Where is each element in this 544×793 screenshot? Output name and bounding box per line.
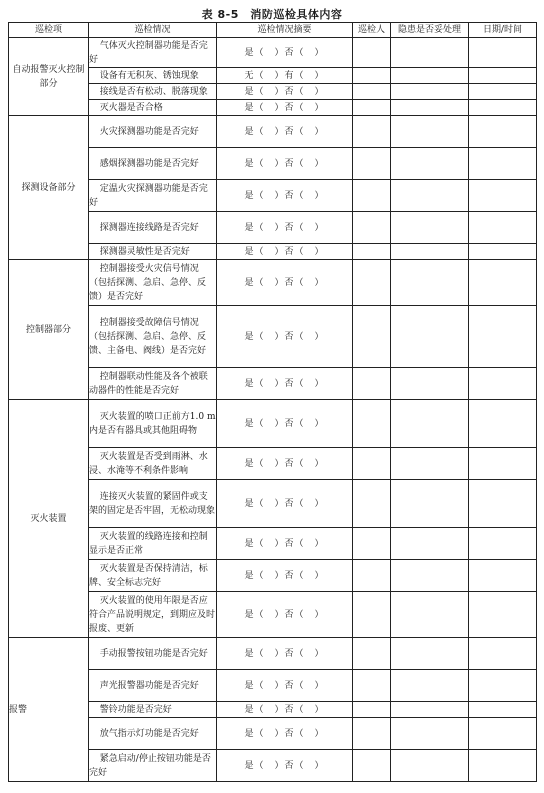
hazard-cell[interactable] [391, 116, 469, 148]
datetime-cell[interactable] [469, 68, 537, 84]
hazard-cell[interactable] [391, 718, 469, 750]
inspector-cell[interactable] [353, 244, 391, 260]
item-text: 灭火器是否合格 [99, 102, 163, 113]
table-row [9, 212, 537, 244]
datetime-cell[interactable] [469, 260, 537, 306]
item-text: 灭火装置的使用年限是否应符合产品说明规定，到期应及时报废、更新 [89, 595, 216, 634]
hazard-cell[interactable] [391, 480, 469, 528]
item-cell [89, 592, 217, 638]
hazard-cell[interactable] [391, 368, 469, 400]
summary-cell: 是（ ）否（ ） [217, 480, 353, 528]
table-row [9, 38, 537, 68]
item-text: 灭火装置的线路连接和控制显示是否正常 [89, 531, 208, 556]
item-cell [89, 260, 217, 306]
category-alarm: 报警 [9, 638, 89, 782]
datetime-cell[interactable] [469, 560, 537, 592]
summary-cell: 是（ ）否（ ） [217, 702, 353, 718]
datetime-cell[interactable] [469, 38, 537, 68]
item-cell [89, 68, 217, 84]
item-text: 紧急启动/停止按钮功能是否完好 [89, 753, 211, 778]
item-text: 探测器灵敏性是否完好 [99, 246, 190, 257]
datetime-cell[interactable] [469, 368, 537, 400]
table-row [9, 702, 537, 718]
inspector-cell[interactable] [353, 750, 391, 782]
inspector-cell[interactable] [353, 212, 391, 244]
item-text: 设备有无积灰、锈蚀现象 [99, 70, 199, 81]
category-controller: 控制器部分 [9, 260, 89, 400]
hazard-cell[interactable] [391, 68, 469, 84]
header-hazard-handled: 隐患是否妥处理 [391, 23, 469, 38]
table-row [9, 400, 537, 448]
inspector-cell[interactable] [353, 148, 391, 180]
item-cell [89, 100, 217, 116]
item-text: 灭火装置的喷口正前方1.0 m内是否有器具或其他阻碍物 [89, 411, 216, 436]
header-inspector: 巡检人 [353, 23, 391, 38]
datetime-cell[interactable] [469, 212, 537, 244]
summary-cell: 是（ ）否（ ） [217, 260, 353, 306]
item-text: 连接灭火装置的紧固件或支架的固定是否牢固，无松动现象 [89, 491, 216, 516]
inspector-cell[interactable] [353, 702, 391, 718]
table-row [9, 116, 537, 148]
datetime-cell[interactable] [469, 480, 537, 528]
hazard-cell[interactable] [391, 638, 469, 670]
datetime-cell[interactable] [469, 702, 537, 718]
hazard-cell[interactable] [391, 702, 469, 718]
inspector-cell[interactable] [353, 400, 391, 448]
table-row [9, 100, 537, 116]
table-row [9, 670, 537, 702]
datetime-cell[interactable] [469, 148, 537, 180]
item-text: 放气指示灯功能是否完好 [99, 728, 199, 739]
item-cell [89, 84, 217, 100]
inspector-cell[interactable] [353, 180, 391, 212]
summary-cell: 是（ ）否（ ） [217, 148, 353, 180]
inspector-cell[interactable] [353, 638, 391, 670]
datetime-cell[interactable] [469, 244, 537, 260]
table-row [9, 480, 537, 528]
item-text: 控制器联动性能及各个被联动器件的性能是否完好 [89, 371, 208, 396]
item-text: 控制器接受火灾信号情况（包括探测、急启、急停、反馈）是否完好 [89, 263, 207, 302]
header-row [9, 23, 537, 38]
inspector-cell[interactable] [353, 592, 391, 638]
item-cell [89, 670, 217, 702]
inspector-cell[interactable] [353, 368, 391, 400]
summary-cell: 是（ ）否（ ） [217, 400, 353, 448]
table-row [9, 368, 537, 400]
inspector-cell[interactable] [353, 480, 391, 528]
header-category: 巡检项 [9, 23, 89, 38]
datetime-cell[interactable] [469, 100, 537, 116]
summary-cell: 是（ ）否（ ） [217, 100, 353, 116]
header-summary: 巡检情况摘要 [217, 23, 353, 38]
table-row [9, 528, 537, 560]
inspector-cell[interactable] [353, 260, 391, 306]
item-text: 探测器连接线路是否完好 [99, 222, 199, 233]
inspector-cell[interactable] [353, 718, 391, 750]
item-text: 气体灭火控制器功能是否完好 [89, 40, 208, 65]
table-row [9, 560, 537, 592]
summary-cell: 是（ ）否（ ） [217, 448, 353, 480]
summary-cell: 是（ ）否（ ） [217, 368, 353, 400]
summary-cell: 是（ ）否（ ） [217, 244, 353, 260]
datetime-cell[interactable] [469, 670, 537, 702]
hazard-cell[interactable] [391, 306, 469, 368]
summary-cell: 是（ ）否（ ） [217, 180, 353, 212]
summary-cell: 是（ ）否（ ） [217, 528, 353, 560]
inspection-table [8, 22, 537, 782]
item-cell [89, 244, 217, 260]
summary-cell: 是（ ）否（ ） [217, 38, 353, 68]
datetime-cell[interactable] [469, 638, 537, 670]
table-row [9, 260, 537, 306]
table-row [9, 306, 537, 368]
hazard-cell[interactable] [391, 148, 469, 180]
inspector-cell[interactable] [353, 84, 391, 100]
item-cell [89, 750, 217, 782]
hazard-cell[interactable] [391, 528, 469, 560]
category-auto-alarm: 自动报警灭火控制部分 [9, 38, 89, 116]
hazard-cell[interactable] [391, 244, 469, 260]
item-text: 警铃功能是否完好 [99, 704, 172, 715]
inspector-cell[interactable] [353, 528, 391, 560]
inspector-cell[interactable] [353, 670, 391, 702]
summary-cell: 是（ ）否（ ） [217, 306, 353, 368]
header-datetime: 日期/时间 [469, 23, 537, 38]
hazard-cell[interactable] [391, 592, 469, 638]
table-title: 表 8-5 消防巡检具体内容 [201, 8, 343, 21]
table-row [9, 148, 537, 180]
summary-cell: 是（ ）否（ ） [217, 592, 353, 638]
item-text: 感烟探测器功能是否完好 [99, 158, 199, 169]
item-text: 灭火装置是否受到雨淋、水浸、水淹等不利条件影响 [89, 451, 208, 476]
item-text: 火灾探测器功能是否完好 [99, 126, 199, 137]
item-text: 接线是否有松动、脱落现象 [99, 86, 208, 97]
summary-cell: 是（ ）否（ ） [217, 670, 353, 702]
summary-cell: 是（ ）否（ ） [217, 638, 353, 670]
hazard-cell[interactable] [391, 84, 469, 100]
hazard-cell[interactable] [391, 38, 469, 68]
item-cell [89, 306, 217, 368]
hazard-cell[interactable] [391, 448, 469, 480]
item-cell [89, 180, 217, 212]
datetime-cell[interactable] [469, 528, 537, 560]
inspector-cell[interactable] [353, 38, 391, 68]
item-cell [89, 528, 217, 560]
item-text: 控制器接受故障信号情况（包括探测、急启、急停、反馈、主备电、阀线）是否完好 [89, 317, 207, 356]
datetime-cell[interactable] [469, 400, 537, 448]
table-row [9, 750, 537, 782]
inspector-cell[interactable] [353, 560, 391, 592]
datetime-cell[interactable] [469, 180, 537, 212]
table-row [9, 68, 537, 84]
item-text: 手动报警按钮功能是否完好 [99, 648, 208, 659]
category-extinguishing-device: 灭火装置 [9, 400, 89, 638]
summary-cell: 是（ ）否（ ） [217, 84, 353, 100]
item-text: 定温火灾探测器功能是否完好 [89, 183, 208, 208]
summary-cell: 是（ ）否（ ） [217, 560, 353, 592]
inspector-cell[interactable] [353, 68, 391, 84]
item-cell [89, 148, 217, 180]
hazard-cell[interactable] [391, 180, 469, 212]
table-row [9, 180, 537, 212]
inspector-cell[interactable] [353, 306, 391, 368]
hazard-cell[interactable] [391, 100, 469, 116]
category-detector: 探测设备部分 [9, 116, 89, 260]
inspector-cell[interactable] [353, 116, 391, 148]
table-row [9, 84, 537, 100]
hazard-cell[interactable] [391, 212, 469, 244]
datetime-cell[interactable] [469, 84, 537, 100]
datetime-cell[interactable] [469, 718, 537, 750]
item-cell [89, 560, 217, 592]
item-cell [89, 116, 217, 148]
hazard-cell[interactable] [391, 260, 469, 306]
table-row [9, 448, 537, 480]
item-text: 声光报警器功能是否完好 [99, 680, 199, 691]
hazard-cell[interactable] [391, 560, 469, 592]
summary-cell: 无（ ）有（ ） [217, 68, 353, 84]
item-cell [89, 718, 217, 750]
item-cell [89, 400, 217, 448]
hazard-cell[interactable] [391, 670, 469, 702]
datetime-cell[interactable] [469, 306, 537, 368]
summary-cell: 是（ ）否（ ） [217, 116, 353, 148]
datetime-cell[interactable] [469, 448, 537, 480]
datetime-cell[interactable] [469, 116, 537, 148]
summary-cell: 是（ ）否（ ） [217, 212, 353, 244]
datetime-cell[interactable] [469, 592, 537, 638]
item-cell [89, 702, 217, 718]
datetime-cell[interactable] [469, 750, 537, 782]
table-row [9, 244, 537, 260]
item-cell [89, 368, 217, 400]
hazard-cell[interactable] [391, 750, 469, 782]
summary-cell: 是（ ）否（ ） [217, 718, 353, 750]
item-cell [89, 212, 217, 244]
inspector-cell[interactable] [353, 100, 391, 116]
table-row [9, 592, 537, 638]
item-text: 灭火装置是否保持清洁，标牌、安全标志完好 [89, 563, 208, 588]
header-item: 巡检情况 [89, 23, 217, 38]
hazard-cell[interactable] [391, 400, 469, 448]
table-row [9, 638, 537, 670]
item-cell [89, 38, 217, 68]
summary-cell: 是（ ）否（ ） [217, 750, 353, 782]
item-cell [89, 480, 217, 528]
table-row [9, 718, 537, 750]
item-cell [89, 448, 217, 480]
inspector-cell[interactable] [353, 448, 391, 480]
item-cell [89, 638, 217, 670]
